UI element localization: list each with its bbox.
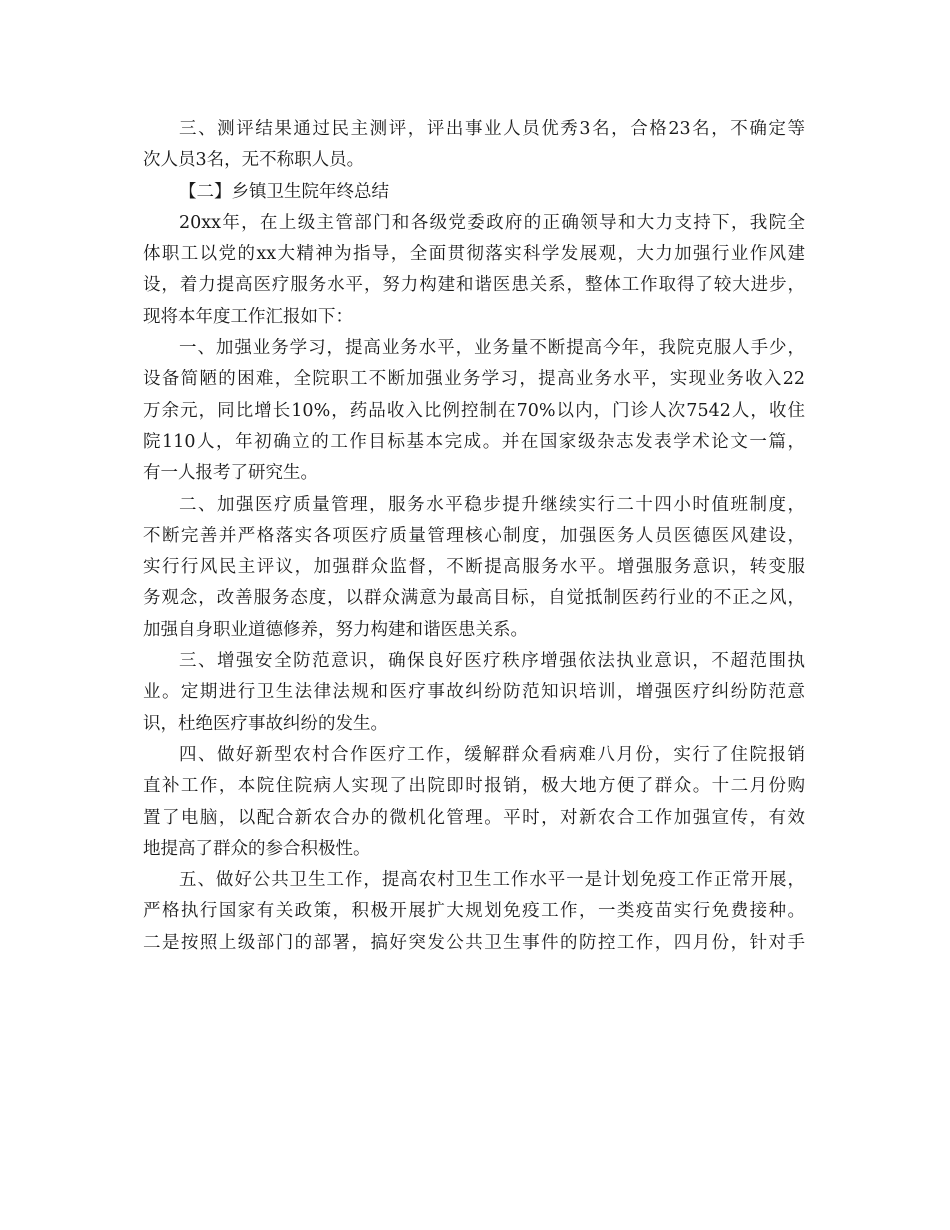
text-line: 院110人，年初确立的工作目标基本完成。并在国家级杂志发表学术论文一篇， [143,431,805,452]
text-line: 次人员3名，无不称职人员。 [143,150,365,171]
text-line: 务观念，改善服务态度，以群众满意为最高目标，自觉抵制医药行业的不正之风， [143,588,805,609]
text-line: 体职工以党的xx大精神为指导，全面贯彻落实科学发展观，大力加强行业作风建 [143,244,805,265]
document-body [143,114,805,959]
text-line: 置了电脑，以配合新农合办的微机化管理。平时，对新农合工作加强宣传，有效 [143,807,805,828]
text-line: 二、加强医疗质量管理，服务水平稳步提升继续实行二十四小时值班制度， [179,494,805,515]
paragraph-intro [143,208,805,333]
text-line: 一、加强业务学习，提高业务水平，业务量不断提高今年，我院克服人手少， [179,338,805,359]
text-line: 三、测评结果通过民主测评，评出事业人员优秀3名，合格23名，不确定等 [179,119,805,139]
text-line: 有一人报考了研究生。 [143,463,318,484]
text-line: 识，杜绝医疗事故纠纷的发生。 [143,713,388,734]
text-line: 地提高了群众的参合积极性。 [143,838,371,859]
text-line: 设，着力提高医疗服务水平，努力构建和谐医患关系，整体工作取得了较大进步， [143,275,805,296]
text-line: 20xx年，在上级主管部门和各级党委政府的正确领导和大力支持下，我院全 [179,212,805,233]
text-line: 四、做好新型农村合作医疗工作，缓解群众看病难八月份，实行了住院报销 [179,744,805,765]
text-line: 五、做好公共卫生工作，提高农村卫生工作水平一是计划免疫工作正常开展， [179,870,805,891]
text-line: 实行行风民主评议，加强群众监督，不断提高服务水平。增强服务意识，转变服 [143,557,805,578]
paragraph-business-study [143,333,805,489]
text-line: 现将本年度工作汇报如下： [143,306,353,327]
text-line: 设备简陋的困难，全院职工不断加强业务学习，提高业务水平，实现业务收入22 [143,369,805,390]
text-line: 业。定期进行卫生法律法规和医疗事故纠纷防范知识培训，增强医疗纠纷防范意 [143,682,805,703]
text-line: 不断完善并严格落实各项医疗质量管理核心制度，加强医务人员医德医风建设， [143,525,805,546]
section-heading [143,177,805,208]
text-line: 严格执行国家有关政策，积极开展扩大规划免疫工作，一类疫苗实行免费接种。 [143,901,805,922]
text-line: 三、增强安全防范意识，确保良好医疗秩序增强依法执业意识，不超范围执 [179,651,805,672]
text-line: 加强自身职业道德修养，努力构建和谐医患关系。 [143,619,528,640]
paragraph-evaluation-result [143,114,805,177]
paragraph-rural-cooperative [143,740,805,865]
text-line: 二是按照上级部门的部署，搞好突发公共卫生事件的防控工作，四月份，针对手 [143,932,805,953]
paragraph-safety [143,646,805,740]
heading-text: 【二】乡镇卫生院年终总结 [179,181,389,202]
paragraph-quality-management [143,490,805,646]
text-line: 万余元，同比增长10%，药品收入比例控制在70%以内，门诊人次7542人，收住 [143,400,805,421]
paragraph-public-health [143,865,805,959]
text-line: 直补工作，本院住院病人实现了出院即时报销，极大地方便了群众。十二月份购 [143,776,805,797]
